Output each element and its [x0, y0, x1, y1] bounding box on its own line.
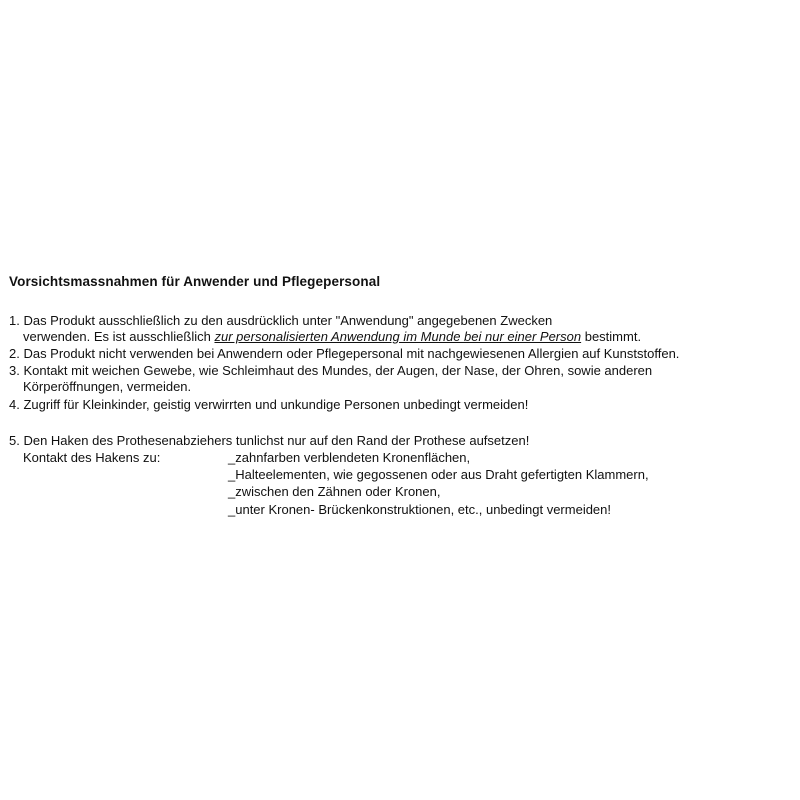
item-5-label: Kontakt des Hakens zu: [23, 450, 161, 465]
item-1-line-2-prefix: verwenden. Es ist ausschließlich [23, 329, 215, 344]
item-3-line-1: 3. Kontakt mit weichen Gewebe, wie Schleimhaut des Mundes, der Augen, der Nase, der Ohren, sowie anderen [9, 363, 653, 378]
item-5-line-1: 5. Den Haken des Prothesenabziehers tunlichst nur auf den Rand der Prothese aufsetzen! [9, 433, 530, 448]
item-5-subline-3: _zwischen den Zähnen oder Kronen, [228, 484, 441, 499]
item-2-line-1: 2. Das Produkt nicht verwenden bei Anwendern oder Pflegepersonal mit nachgewiesenen Allergien auf Kunststoffen. [9, 346, 680, 361]
document-title: Vorsichtsmassnahmen für Anwender und Pflegepersonal [9, 274, 381, 289]
item-1-line-1: 1. Das Produkt ausschließlich zu den ausdrücklich unter "Anwendung" angegebenen Zwecken [9, 313, 553, 328]
item-4-line-1: 4. Zugriff für Kleinkinder, geistig verwirrten und unkundige Personen unbedingt vermeiden! [9, 397, 529, 412]
item-1-line-2 [23, 329, 641, 345]
item-1-line-2-suffix: bestimmt. [581, 329, 642, 344]
item-1-emphasis: zur personalisierten Anwendung im Munde bei nur einer Person [214, 329, 582, 344]
item-3-line-2: Körperöffnungen, vermeiden. [23, 379, 192, 394]
item-5-subline-4: _unter Kronen- Brückenkonstruktionen, etc., unbedingt vermeiden! [228, 502, 612, 517]
item-5-subline-2: _Halteelementen, wie gegossenen oder aus Draht gefertigten Klammern, [228, 467, 649, 482]
item-5-subline-1: _zahnfarben verblendeten Kronenflächen, [228, 450, 471, 465]
